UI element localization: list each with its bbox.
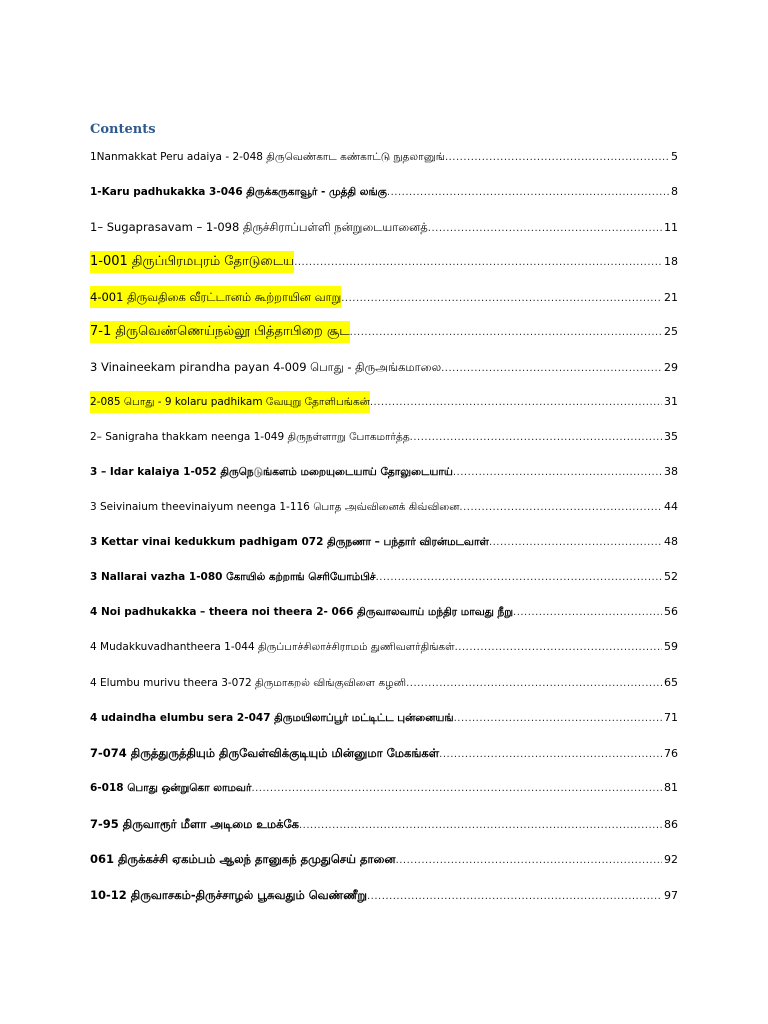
toc-entry-label: 7-1 திருவெண்ணெய்நல்லூ பித்தாபிறை சூட [90,321,350,343]
toc-page-number: 38 [664,465,678,478]
toc-entry[interactable] [90,813,678,835]
toc-page-number: 29 [664,361,678,374]
toc-entry[interactable] [90,356,678,378]
toc-entry-label: 1Nanmakkat Peru adaiya - 2-048 திருவெண்காட கண்காட்டு நுதலானுங் [90,151,445,163]
toc-leader [406,673,662,694]
toc-leader [428,218,662,238]
toc-page-number: 35 [664,430,678,443]
toc-leader [410,427,662,448]
toc-page-number: 8 [671,185,678,198]
toc-leader [299,815,662,835]
toc-entry-label: 4-001 திருவதிகை வீரட்டானம் கூற்றாயின வாறு [90,286,341,308]
toc-entry[interactable] [90,286,678,308]
toc-leader [489,532,662,553]
toc-entry[interactable] [90,884,678,906]
toc-entry-label: 1-001 திருப்பிரமபுரம் தோடுடைய [90,251,294,273]
toc-entry[interactable] [90,391,678,413]
toc-entry[interactable] [90,531,678,553]
toc-entry[interactable] [90,672,678,694]
toc-entry[interactable] [90,636,678,658]
toc-entry-label: 2– Sanigraha thakkam neenga 1-049 திருநள்ளாறு போகமார்த்த [90,431,410,443]
toc-entry-label: 3 Kettar vinai kedukkum padhigam 072 திருநணா – பந்தார் விரன்மடவாள் [90,536,489,548]
toc-entry-label: 3 Seivinaium theevinaiyum neenga 1-116 பொத அவ்வினைக் கிவ்வினை [90,501,460,513]
toc-leader [376,567,662,588]
toc-entry-label: 4 Noi padhukakka – theera noi theera 2- 066 திருவாலவாய் மந்திர மாவது நீறு [90,606,514,618]
toc-entry[interactable] [90,426,678,448]
toc-entry[interactable] [90,707,678,729]
toc-entry-label: 10-12 திருவாசகம்-திருச்சாழல் பூசுவதும் வெண்ணீறு [90,888,367,902]
toc-leader [251,778,662,799]
toc-leader [455,637,662,658]
toc-entry[interactable] [90,251,678,273]
toc-leader [439,744,662,764]
toc-page-number: 59 [664,640,678,653]
toc-page-number: 71 [664,711,678,724]
toc-page-number: 31 [664,395,678,408]
toc-entry[interactable] [90,146,678,168]
toc-page-number: 56 [664,605,678,618]
toc-page-number: 86 [664,818,678,831]
toc-entry[interactable] [90,181,678,203]
toc-page-number: 92 [664,853,678,866]
toc-page-number: 18 [664,255,678,268]
toc-entry-label: 061 திருக்கச்சி ஏகம்பம் ஆலந் தானுகந் தமுதுசெய் தானை [90,852,396,866]
toc-entry[interactable] [90,848,678,870]
toc-entry[interactable] [90,321,678,343]
toc-leader [445,147,669,168]
toc-leader [387,182,669,203]
toc-entry[interactable] [90,216,678,238]
toc-page-number: 25 [664,325,678,338]
toc-entry-label: 7-074 திருத்துருத்தியும் திருவேள்விக்குடியும் மின்னுமா மேகங்கள் [90,746,440,760]
toc-entry[interactable] [90,461,678,483]
toc-entry-label: 3 Nallarai vazha 1-080 கோயில் கற்றாங் செரியோம்பிச் [90,571,376,583]
toc-entry-label: 1-Karu padhukakka 3-046 திருக்கருகாவூர் - முத்தி லங்கு [90,186,387,198]
toc-leader [454,708,662,729]
toc-page-number: 52 [664,570,678,583]
contents-heading: Contents [90,122,156,137]
toc-page-number: 44 [664,500,678,513]
toc-page-number: 48 [664,535,678,548]
toc-entry-label: 4 Elumbu murivu theera 3-072 திருமாகறல் விங்குவிளை கழனி [90,677,407,689]
toc-leader [370,392,662,413]
toc-page-number: 97 [664,889,678,902]
toc-page-number: 76 [664,747,678,760]
toc-entry-label: 7-95 திருவாரூர் மீளா அடிமை உமக்கே [90,817,299,831]
toc-entry[interactable] [90,566,678,588]
toc-page-number: 81 [664,781,678,794]
toc-page-number: 21 [664,291,678,304]
toc-entry-label: 4 udaindha elumbu sera 2-047 திருமயிலாப்பூர் மட்டிட்ட புன்னையங் [90,712,454,724]
toc-leader [453,462,662,483]
toc-leader [441,358,662,378]
toc-leader [341,288,662,308]
toc-entry-label: 3 Vinaineekam pirandha payan 4-009 பொது - திருஅங்கமாலை [90,360,442,374]
toc-entry-label: 4 Mudakkuvadhantheera 1-044 திருப்பாச்சிலாச்சிராமம் துணிவளர்திங்கள் [90,641,455,653]
toc-page-number: 65 [664,676,678,689]
toc-leader [513,602,662,623]
toc-page-number: 11 [664,221,678,234]
toc-entry-label: 6-018 பொது ஒன்றுகொ லாமவர் [90,782,252,794]
toc-page-number: 5 [671,150,678,163]
toc-entry-label: 3 – Idar kalaiya 1-052 திருநெடுங்களம் மறையுடையாய் தோலுடையாய் [90,466,453,478]
toc-entry-label: 1– Sugaprasavam – 1-098 திருச்சிராப்பள்ளி நன்றுடையானைத் [90,220,428,234]
toc-leader [367,886,662,906]
toc-leader [396,850,662,870]
toc-leader [459,497,662,518]
toc-entry[interactable] [90,777,678,799]
toc-entry-label: 2-085 பொது - 9 kolaru padhikam வேயுறு தோளிபங்கன் [90,391,370,413]
toc-entry[interactable] [90,496,678,518]
toc-entry[interactable] [90,601,678,623]
toc-leader [294,252,662,273]
toc-leader [350,322,662,343]
toc-entry[interactable] [90,742,678,764]
